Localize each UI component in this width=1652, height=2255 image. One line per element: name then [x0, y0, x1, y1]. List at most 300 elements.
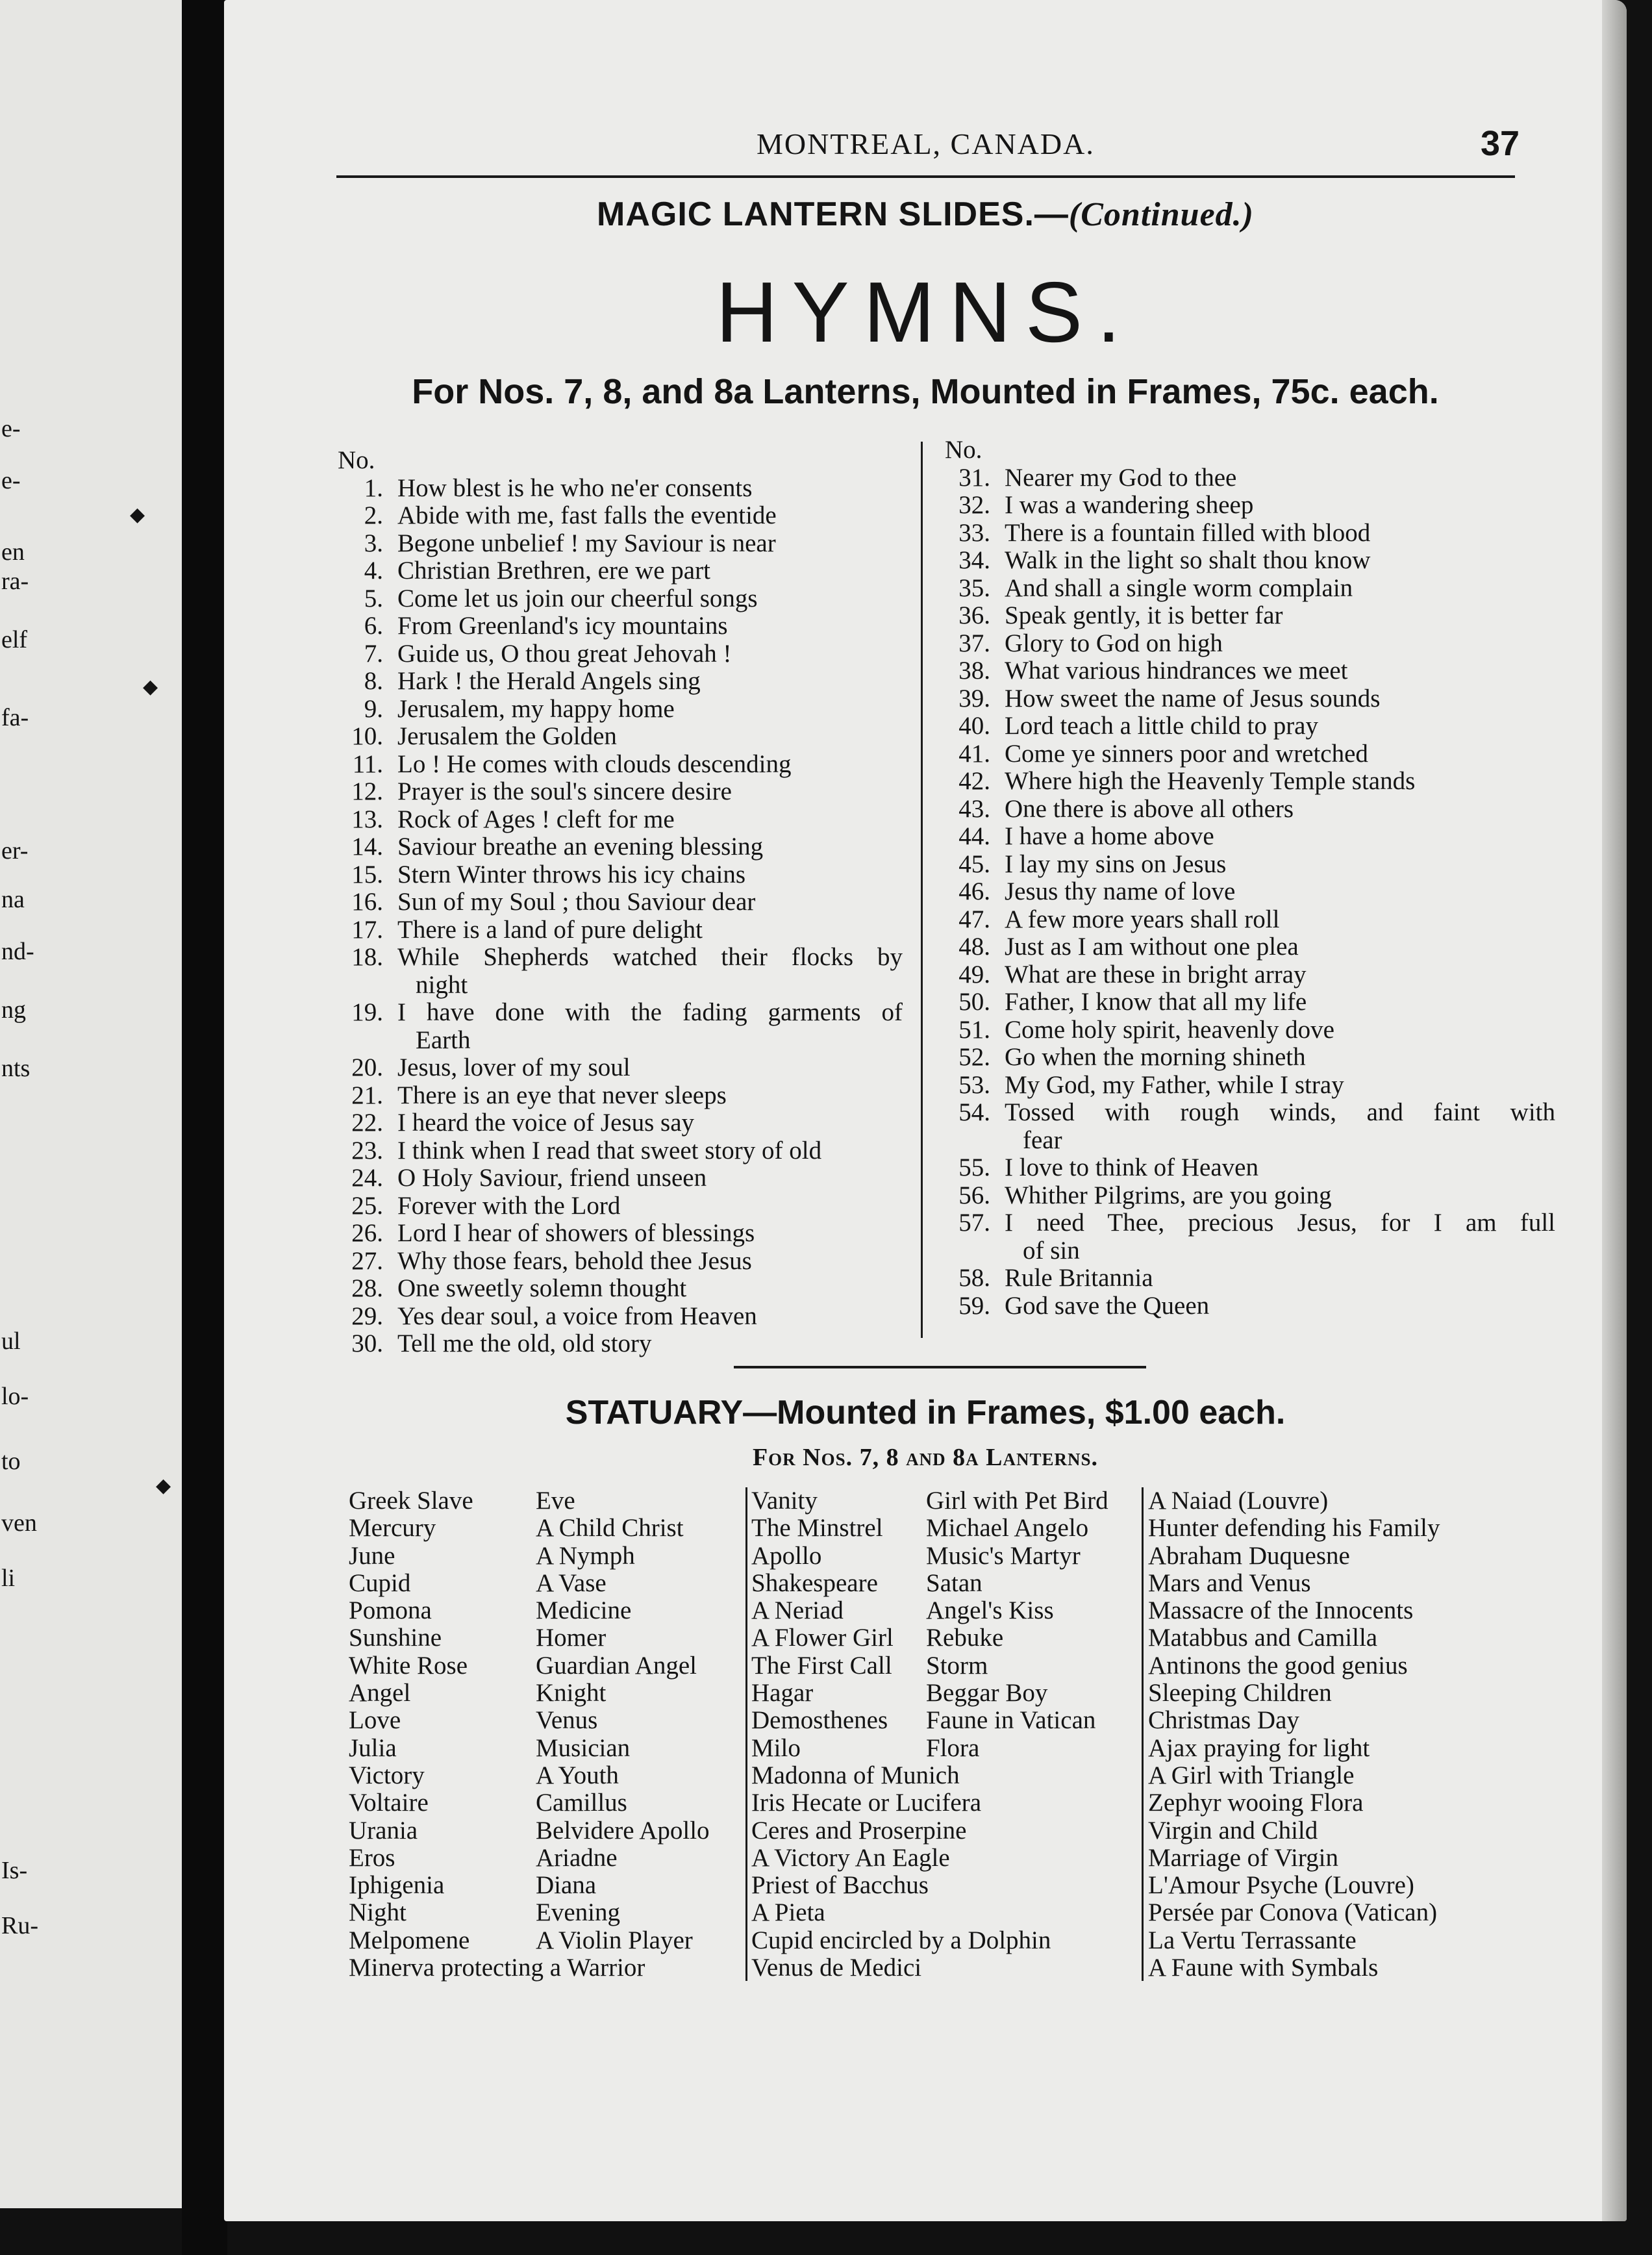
statuary-subtitle: For Nos. 7, 8 and 8a Lanterns. [752, 1444, 1099, 1471]
hymn-title: Lord teach a little child to pray [1005, 712, 1318, 740]
hymn-number: 58. [958, 1264, 990, 1292]
facing-page-fragment: nd- [1, 938, 34, 965]
statuary-item: Evening [536, 1898, 620, 1927]
hymn-title: I need Thee, precious Jesus, for I am full [1005, 1209, 1555, 1237]
hymn-number: 33. [958, 518, 990, 547]
hymn-title: Rule Britannia [1005, 1264, 1153, 1292]
hymn-number: 59. [958, 1291, 990, 1320]
facing-page-fragment: li [1, 1565, 16, 1592]
statuary-item: The Minstrel [751, 1514, 883, 1543]
statuary-item: A Neriad [751, 1596, 844, 1625]
statuary-item: Camillus [536, 1789, 627, 1817]
statuary-item: Virgin and Child [1148, 1816, 1318, 1845]
hymn-number: 3. [364, 529, 383, 557]
hymn-row [338, 502, 903, 530]
statuary-item: June [349, 1541, 395, 1570]
hymn-row [945, 1044, 1555, 1072]
hymns-heading: HYMNS. [716, 264, 1135, 360]
facing-page-fragment: ra- [1, 568, 29, 595]
hymn-number: 49. [958, 960, 990, 989]
hymn-row [945, 878, 1555, 906]
hymn-number: 31. [958, 463, 990, 492]
hymn-number: 14. [351, 833, 383, 861]
facing-page-fragment: ul [1, 1328, 21, 1355]
hymn-number: 44. [958, 822, 990, 850]
statuary-item: Belvidere Apollo [536, 1816, 710, 1845]
hymn-number: 47. [958, 905, 990, 933]
statuary-item: Vanity [751, 1487, 818, 1515]
header-rule [336, 175, 1515, 178]
statuary-item: A Nymph [536, 1541, 635, 1570]
hymn-number: 27. [351, 1246, 383, 1275]
statuary-item: A Violin Player [536, 1926, 693, 1954]
hymn-title: There is a land of pure delight [397, 915, 703, 944]
hymn-title: Where high the Heavenly Temple stands [1005, 767, 1416, 795]
hymn-number: 10. [351, 722, 383, 750]
statuary-item: Milo [751, 1733, 801, 1762]
hymn-row [338, 1137, 903, 1165]
section-title [224, 195, 1627, 234]
hymn-title: I have done with the fading garments of [397, 998, 903, 1026]
hymn-title: Guide us, O thou great Jehovah ! [397, 639, 732, 668]
hymn-row [945, 575, 1555, 603]
hymn-number: 40. [958, 712, 990, 740]
facing-page-fragment: nts [1, 1055, 31, 1082]
hymn-row [945, 602, 1555, 630]
hymn-title: There is an eye that never sleeps [397, 1081, 727, 1109]
statuary-item: A Youth [536, 1761, 619, 1789]
statuary-item: The First Call [751, 1651, 892, 1680]
statuary-item: La Vertu Terrassante [1148, 1926, 1357, 1954]
hymn-title: Stern Winter throws his icy chains [397, 860, 746, 888]
ink-mark-icon: ◆ [156, 1475, 171, 1496]
statuary-item: Priest of Bacchus [751, 1871, 929, 1900]
statuary-item: A Pieta [751, 1898, 825, 1927]
hymn-row [338, 585, 903, 613]
statuary-col-4 [926, 1487, 1108, 1762]
statuary-item: Mars and Venus [1148, 1568, 1311, 1597]
statuary-item: Shakespeare [751, 1568, 878, 1597]
hymn-title: Jesus thy name of love [1005, 877, 1236, 905]
hymn-row [945, 768, 1555, 796]
hymn-number: 24. [351, 1164, 383, 1192]
hymn-title: Forever with the Lord [397, 1191, 621, 1220]
hymn-row [338, 1082, 903, 1110]
hymn-number: 18. [351, 943, 383, 971]
statuary-item: Marriage of Virgin [1148, 1843, 1338, 1872]
statuary-item: Faune in Vatican [926, 1706, 1096, 1735]
hymn-number: 8. [364, 667, 383, 695]
hymn-number: 26. [351, 1219, 383, 1247]
hymn-title: Jerusalem the Golden [397, 722, 617, 750]
hymn-title: Come ye sinners poor and wretched [1005, 739, 1368, 768]
statuary-item: Julia [349, 1733, 397, 1762]
hymn-row [945, 630, 1555, 658]
hymn-number: 2. [364, 501, 383, 529]
hymn-title: Walk in the light so shalt thou know [1005, 546, 1371, 574]
statuary-item: Urania [349, 1816, 418, 1845]
number-column-header: No. [338, 446, 375, 474]
hymn-row-continuation [945, 1127, 1555, 1155]
page-number: 37 [1481, 124, 1520, 163]
hymn-number: 38. [958, 657, 990, 685]
hymn-title: Rock of Ages ! cleft for me [397, 805, 675, 833]
facing-page-fragment: ven [1, 1509, 37, 1537]
hymn-number: 4. [364, 557, 383, 585]
hymn-number: 20. [351, 1053, 383, 1081]
statuary-item: Girl with Pet Bird [926, 1487, 1108, 1515]
facing-page-fragment: na [1, 886, 25, 913]
statuary-item: Pomona [349, 1596, 432, 1625]
hymn-number: 25. [351, 1191, 383, 1220]
statuary-item: Christmas Day [1148, 1706, 1299, 1735]
hymn-number: 16. [351, 888, 383, 916]
hymn-title: I have a home above [1005, 822, 1214, 850]
hymn-title-continuation: night [416, 970, 468, 999]
hymn-number: 50. [958, 988, 990, 1016]
hymn-row [338, 944, 903, 972]
hymn-row [338, 999, 903, 1027]
statuary-item: Madonna of Munich [751, 1761, 960, 1789]
statuary-item: A Girl with Triangle [1148, 1761, 1355, 1789]
hymn-number: 32. [958, 491, 990, 519]
statuary-item: Cupid encircled by a Dolphin [751, 1926, 1051, 1954]
hymn-row [338, 640, 903, 668]
hymn-title: From Greenland's icy mountains [397, 612, 728, 640]
section-title-continued: (Continued.) [1068, 196, 1254, 233]
running-header [224, 124, 1627, 166]
hymn-number: 51. [958, 1015, 990, 1044]
statuary-item: Night [349, 1898, 407, 1927]
hymn-title: What are these in bright array [1005, 960, 1307, 989]
hymn-row [945, 851, 1555, 879]
hymn-row [945, 1016, 1555, 1044]
hymn-number: 9. [364, 694, 383, 723]
statuary-col-2 [536, 1487, 710, 1954]
section-divider [734, 1366, 1146, 1368]
statuary-last-left [349, 1954, 645, 1982]
hymn-title: My God, my Father, while I stray [1005, 1070, 1344, 1099]
hymn-row [945, 657, 1555, 685]
hymn-number: 22. [351, 1109, 383, 1137]
hymn-title: And shall a single worm complain [1005, 573, 1353, 602]
hymn-row [338, 612, 903, 640]
hymn-row [338, 1165, 903, 1192]
hymn-title: What various hindrances we meet [1005, 657, 1348, 685]
statuary-item: Medicine [536, 1596, 632, 1625]
hymn-row [338, 668, 903, 696]
hymn-title: I lay my sins on Jesus [1005, 850, 1227, 878]
statuary-item: Iphigenia [349, 1871, 445, 1900]
hymn-number: 57. [958, 1209, 990, 1237]
hymn-number: 42. [958, 767, 990, 795]
hymn-title: Go when the morning shineth [1005, 1043, 1306, 1071]
hymn-number: 54. [958, 1098, 990, 1126]
statuary-item: Persée par Conova (Vatican) [1148, 1898, 1438, 1927]
hymn-row [945, 961, 1555, 989]
hymn-row [338, 778, 903, 806]
hymn-title: While Shepherds watched their flocks by [397, 943, 903, 971]
hymn-number: 11. [352, 750, 383, 778]
facing-page-fragment: er- [1, 837, 29, 864]
facing-page-fragment: lo- [1, 1383, 29, 1410]
statuary-item: A Naiad (Louvre) [1148, 1487, 1329, 1515]
statuary-item: Iris Hecate or Lucifera [751, 1789, 982, 1817]
statuary-item: A Victory An Eagle [751, 1843, 950, 1872]
header-city: MONTREAL, CANADA. [757, 127, 1095, 160]
hymn-title: Tell me the old, old story [397, 1329, 652, 1357]
hymn-number: 43. [958, 794, 990, 823]
hymn-title: Jerusalem, my happy home [397, 694, 675, 723]
page-gutter [182, 0, 227, 2255]
hymn-row [338, 1248, 903, 1276]
hymn-number: 37. [958, 629, 990, 657]
hymn-number: 23. [351, 1136, 383, 1165]
statuary-item: L'Amour Psyche (Louvre) [1148, 1871, 1414, 1900]
hymn-title: I was a wandering sheep [1005, 491, 1254, 519]
statuary-item: Voltaire [349, 1789, 429, 1817]
hymn-number: 46. [958, 877, 990, 905]
statuary-item: A Faune with Symbals [1148, 1954, 1379, 1982]
hymn-title: I heard the voice of Jesus say [397, 1109, 695, 1137]
hymn-title: Just as I am without one plea [1005, 933, 1299, 961]
hymn-number: 5. [364, 584, 383, 612]
hymn-title-continuation: of sin [1023, 1236, 1080, 1265]
facing-page-fragment: fa- [1, 704, 29, 731]
hymn-row [945, 796, 1555, 824]
facing-page [0, 0, 195, 2208]
hymn-row [945, 740, 1555, 768]
statuary-divider-2 [1142, 1487, 1144, 1981]
statuary-item: A Vase [536, 1568, 607, 1597]
hymn-number: 6. [364, 612, 383, 640]
hymn-row [945, 464, 1555, 492]
hymn-number: 15. [351, 860, 383, 888]
statuary-item: Antinons the good genius [1148, 1651, 1408, 1680]
statuary-item: Diana [536, 1871, 597, 1900]
hymn-title: Abide with me, fast falls the eventide [397, 501, 777, 529]
hymn-row [945, 520, 1555, 548]
statuary-item: White Rose [349, 1651, 468, 1680]
hymn-row-continuation [945, 1237, 1555, 1265]
hymn-number: 28. [351, 1274, 383, 1302]
facing-page-fragment: to [1, 1448, 21, 1475]
hymn-number: 36. [958, 601, 990, 629]
statuary-item: Eros [349, 1843, 395, 1872]
hymn-row [945, 1182, 1555, 1210]
hymn-row [945, 1154, 1555, 1182]
statuary-item: Cupid [349, 1568, 411, 1597]
statuary-item: Ceres and Proserpine [751, 1816, 967, 1845]
statuary-item: Mercury [349, 1514, 436, 1543]
hymn-row [945, 933, 1555, 961]
hymn-title: Father, I know that all my life [1005, 988, 1307, 1016]
statuary-item: Satan [926, 1568, 982, 1597]
statuary-item: Guardian Angel [536, 1651, 697, 1680]
hymn-title-continuation: Earth [416, 1026, 471, 1054]
statuary-item: Greek Slave [349, 1487, 473, 1515]
hymn-title: Sun of my Soul ; thou Saviour dear [397, 888, 756, 916]
hymn-title: Yes dear soul, a voice from Heaven [397, 1302, 757, 1330]
hymn-title: One sweetly solemn thought [397, 1274, 687, 1302]
hymn-row-continuation [338, 1027, 903, 1055]
statuary-item: Massacre of the Innocents [1148, 1596, 1414, 1625]
hymn-row [338, 1303, 903, 1331]
hymn-row [945, 906, 1555, 934]
hymn-row [338, 475, 903, 503]
hymn-row [338, 833, 903, 861]
hymn-title: Begone unbelief ! my Saviour is near [397, 529, 776, 557]
hymn-row [338, 723, 903, 751]
statuary-item: Victory [349, 1761, 425, 1789]
hymn-title: How sweet the name of Jesus sounds [1005, 684, 1381, 712]
statuary-item: Love [349, 1706, 401, 1735]
facing-page-fragment: Ru- [1, 1912, 38, 1939]
hymn-row [338, 1275, 903, 1303]
statuary-item: Hagar [751, 1679, 814, 1707]
statuary-item: Minerva protecting a Warrior [349, 1954, 645, 1982]
hymn-number: 17. [351, 915, 383, 944]
hymn-title: Christian Brethren, ere we part [397, 557, 710, 585]
facing-page-fragment: e- [1, 467, 21, 494]
hymn-number: 39. [958, 684, 990, 712]
hymn-row [945, 1099, 1555, 1127]
hymn-title-continuation: fear [1023, 1126, 1062, 1154]
hymn-number: 29. [351, 1302, 383, 1330]
statuary-item: Ariadne [536, 1843, 618, 1872]
hymn-row [338, 1192, 903, 1220]
hymn-number: 52. [958, 1043, 990, 1071]
statuary-item: Abraham Duquesne [1148, 1541, 1350, 1570]
statuary-item: Musician [536, 1733, 631, 1762]
hymn-number: 41. [958, 739, 990, 768]
statuary-item: Rebuke [926, 1624, 1004, 1652]
hymn-number: 21. [351, 1081, 383, 1109]
hymn-number: 30. [351, 1329, 383, 1357]
hymn-title: Tossed with rough winds, and faint with [1005, 1098, 1555, 1126]
hymn-row [338, 751, 903, 779]
hymn-number: 13. [351, 805, 383, 833]
hymn-row [338, 1330, 903, 1358]
statuary-item: Flora [926, 1733, 980, 1762]
hymn-title: Come let us join our cheerful songs [397, 584, 758, 612]
hymn-row [338, 557, 903, 585]
hymn-row [945, 1265, 1555, 1292]
hymn-row [945, 1072, 1555, 1100]
hymn-number: 1. [364, 473, 383, 502]
statuary-item: Apollo [751, 1541, 822, 1570]
hymn-title: Glory to God on high [1005, 629, 1223, 657]
hymn-number: 55. [958, 1153, 990, 1181]
statuary-title: STATUARY—Mounted in Frames, $1.00 each. [565, 1394, 1286, 1431]
hymn-title: How blest is he who ne'er consents [397, 473, 753, 502]
statuary-item: Music's Martyr [926, 1541, 1081, 1570]
statuary-item: Hunter defending his Family [1148, 1514, 1440, 1543]
hymn-number: 53. [958, 1070, 990, 1099]
hymn-number: 34. [958, 546, 990, 574]
statuary-col-3-tail [751, 1762, 1051, 1982]
statuary-item: Sleeping Children [1148, 1679, 1332, 1707]
hymn-row [338, 916, 903, 944]
facing-page-fragment: e- [1, 415, 21, 442]
hymn-row [338, 1220, 903, 1248]
hymn-row [945, 547, 1555, 575]
statuary-divider-1 [745, 1487, 747, 1981]
hymn-title: I think when I read that sweet story of old [397, 1136, 822, 1165]
facing-page-fragment: elf [1, 626, 28, 653]
hymn-row [945, 492, 1555, 520]
hymn-title: I love to think of Heaven [1005, 1153, 1258, 1181]
statuary-col-3 [751, 1487, 894, 1762]
statuary-item: Angel's Kiss [926, 1596, 1054, 1625]
statuary-item: Eve [536, 1487, 575, 1515]
section-title-text: MAGIC LANTERN SLIDES.— [597, 195, 1069, 233]
hymn-row [338, 888, 903, 916]
hymn-number: 48. [958, 933, 990, 961]
hymn-title: Lord I hear of showers of blessings [397, 1219, 755, 1247]
hymn-row [338, 696, 903, 724]
hymn-row [338, 1109, 903, 1137]
hymns-subtitle: For Nos. 7, 8, and 8a Lanterns, Mounted in Frames, 75c. each. [412, 372, 1439, 411]
statuary-item: Ajax praying for light [1148, 1733, 1370, 1762]
hymn-title: There is a fountain filled with blood [1005, 518, 1371, 547]
hymn-title: A few more years shall roll [1005, 905, 1280, 933]
hymns-list-right [945, 436, 1555, 1320]
number-column-header: No. [945, 436, 982, 464]
hymn-row [945, 823, 1555, 851]
hymn-row [338, 861, 903, 889]
statuary-item: A Flower Girl [751, 1624, 894, 1652]
hymn-row [338, 1054, 903, 1082]
hymn-row [945, 685, 1555, 713]
statuary-item: Venus [536, 1706, 598, 1735]
hymn-title: Jesus, lover of my soul [397, 1053, 631, 1081]
statuary-item: Matabbus and Camilla [1148, 1624, 1378, 1652]
hymn-title: O Holy Saviour, friend unseen [397, 1164, 707, 1192]
hymn-title: Why those fears, behold thee Jesus [397, 1246, 752, 1275]
ink-mark-icon: ◆ [143, 676, 158, 698]
hymn-row [945, 712, 1555, 740]
facing-page-fragment: Is- [1, 1857, 28, 1884]
facing-page-fragment: ng [1, 996, 26, 1024]
hymns-list-left [338, 447, 903, 1358]
hymn-number: 56. [958, 1181, 990, 1209]
hymn-title: Prayer is the soul's sincere desire [397, 777, 732, 805]
statuary-item: Venus de Medici [751, 1954, 922, 1982]
hymn-row-continuation [338, 972, 903, 1000]
statuary-item: Storm [926, 1651, 988, 1680]
hymn-number: 35. [958, 573, 990, 602]
hymn-number: 45. [958, 850, 990, 878]
hymn-row [945, 989, 1555, 1016]
catalog-page [224, 0, 1627, 2221]
statuary-item: Knight [536, 1679, 607, 1707]
statuary-item: Michael Angelo [926, 1514, 1089, 1543]
hymn-title: God save the Queen [1005, 1291, 1210, 1320]
hymn-number: 12. [351, 777, 383, 805]
facing-page-fragment: en [1, 538, 25, 566]
hymn-row [338, 530, 903, 558]
ink-mark-icon: ◆ [130, 504, 145, 525]
hymn-title: One there is above all others [1005, 794, 1294, 823]
statuary-item: Zephyr wooing Flora [1148, 1789, 1364, 1817]
column-divider [921, 442, 923, 1338]
hymn-title: Nearer my God to thee [1005, 463, 1237, 492]
hymn-title: Hark ! the Herald Angels sing [397, 667, 701, 695]
hymn-title: Whither Pilgrims, are you going [1005, 1181, 1332, 1209]
hymn-row [945, 1209, 1555, 1237]
statuary-item: Melpomene [349, 1926, 470, 1954]
